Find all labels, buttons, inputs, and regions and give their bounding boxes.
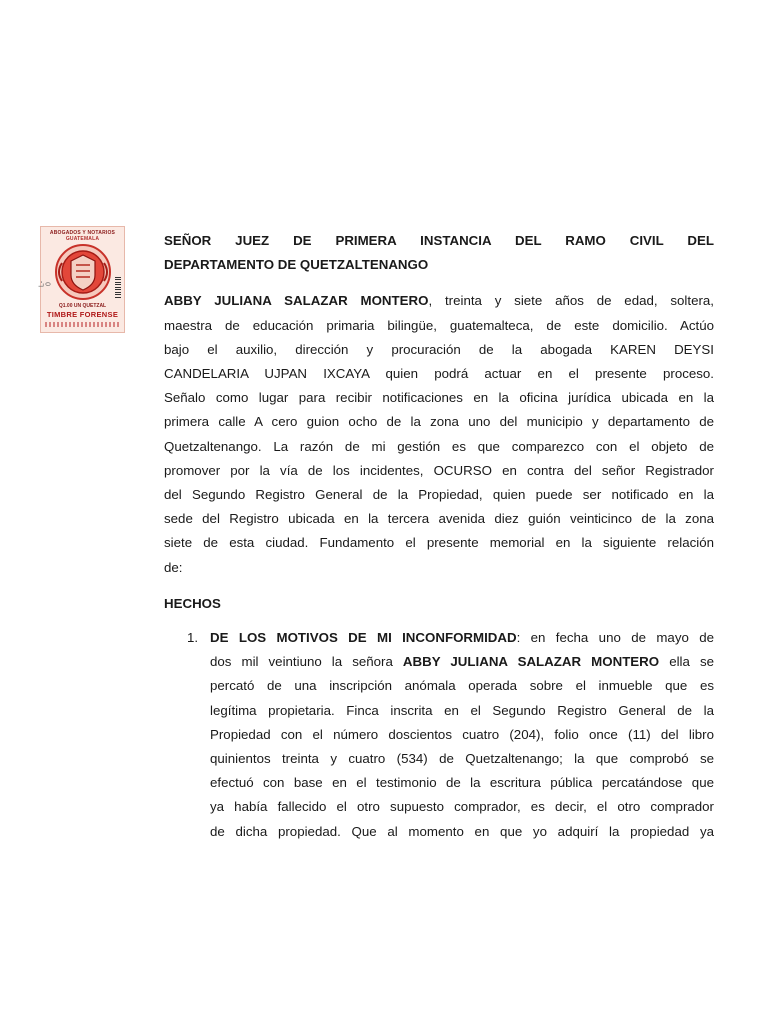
item-line: percató de una inscripción anómala operada sobre el inmueble que es (210, 678, 714, 694)
intro-paragraph (164, 289, 714, 579)
intro-line: promover por la vía de los incidentes, OCURSO en contra del señor Registrador (164, 462, 714, 478)
facts-list (187, 626, 714, 844)
intro-line: bajo el auxilio, dirección y procuración de la abogada KAREN DEYSI (164, 341, 714, 357)
intro-line: Quetzaltenango. La razón de mi gestión es que comparezco con el objeto de (164, 438, 714, 454)
item-line-pre: dos mil veintiuno la señora (210, 654, 403, 670)
petitioner-name: ABBY JULIANA SALAZAR MONTERO (164, 293, 429, 309)
stamp-header (41, 230, 124, 242)
intro-first-line (164, 289, 714, 313)
item-second-line (210, 650, 714, 674)
item-line: efectuó con base en el testimonio de la escritura pública percatándose que (210, 775, 714, 791)
stamp-value: Q1.00 UN QUETZAL (58, 303, 107, 309)
intro-line: de: (164, 559, 183, 575)
item-title: DE LOS MOTIVOS DE MI INCONFORMIDAD (210, 630, 517, 645)
intro-line-rest: , treinta y siete años de edad, soltera, (428, 293, 714, 309)
section-title-hechos: HECHOS (164, 595, 221, 611)
timbre-forense-stamp (40, 226, 125, 333)
item-line: de dicha propiedad. Que al momento en que yo adquirí la propiedad ya (210, 823, 714, 839)
intro-line: maestra de educación primaria bilingüe, guatemalteca, de este domicilio. Actúo (164, 317, 714, 333)
stamp-top-text: ABOGADOS Y NOTARIOS (49, 230, 116, 236)
stamp-serial: L-0 (38, 280, 53, 288)
item-person-name: ABBY JULIANA SALAZAR MONTERO (402, 654, 660, 670)
intro-line: CANDELARIA UJPAN IXCAYA quien podrá actuar en el presente proceso. (164, 366, 714, 382)
item-first-line (210, 626, 714, 650)
item-line: ya había fallecido el otro supuesto comprador, es decir, el otro comprador (210, 799, 714, 815)
intro-line: primera calle A cero guion ocho de la zona uno del municipio y departamento de (164, 414, 714, 430)
stamp-footer: TIMBRE FORENSE (46, 310, 119, 319)
heading-line: SEÑOR JUEZ DE PRIMERA INSTANCIA DEL RAMO CIVIL DEL (164, 233, 714, 248)
list-item (210, 626, 714, 844)
addressee-heading (164, 229, 714, 277)
intro-line: sede del Registro ubicada en la tercera avenida diez guión veinticinco de la zona (164, 511, 714, 527)
intro-line: Señalo como lugar para recibir notificaciones en la oficina jurídica ubicada en la (164, 390, 714, 406)
intro-line: siete de esta ciudad. Fundamento el presente memorial en la siguiente relación (164, 535, 714, 551)
stamp-band (45, 322, 120, 327)
stamp-sub-text: GUATEMALA (65, 236, 100, 242)
item-line-post: ella se (659, 654, 714, 670)
item-line: legítima propietaria. Finca inscrita en el Segundo Registro General de la (210, 702, 714, 718)
coat-of-arms-icon (52, 243, 114, 301)
stamp-barcode (115, 277, 121, 299)
intro-line: del Segundo Registro General de la Propiedad, quien puede ser notificado en la (164, 487, 714, 503)
item-line: quinientos treinta y cuatro (534) de Quetzaltenango; la que comprobó se (210, 751, 714, 767)
item-line-rest: : en fecha uno de mayo de (516, 630, 714, 645)
item-line: Propiedad con el número doscientos cuatro (204), folio once (11) del libro (210, 726, 714, 742)
list-item-number: 1. (187, 630, 199, 645)
heading-line: DEPARTAMENTO DE QUETZALTENANGO (164, 257, 429, 273)
memorial-document (164, 229, 714, 616)
